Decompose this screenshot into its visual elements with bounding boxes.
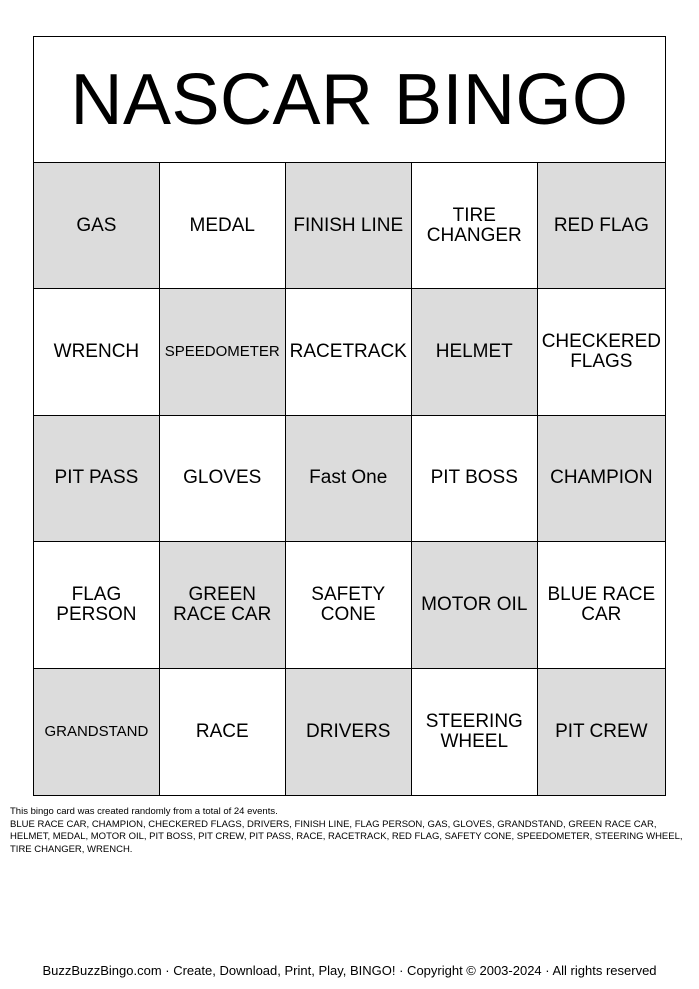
bingo-cell: GRANDSTAND <box>34 669 160 795</box>
bingo-cell: CHECKERED FLAGS <box>538 289 665 415</box>
bingo-cell: PIT BOSS <box>412 416 538 542</box>
bingo-cell: BLUE RACE CAR <box>538 542 665 668</box>
footnote-intro: This bingo card was created randomly from a total of 24 events. <box>10 806 278 817</box>
bingo-grid <box>34 163 665 795</box>
bingo-cell: CHAMPION <box>538 416 665 542</box>
bingo-cell: PIT CREW <box>538 669 665 795</box>
bingo-cell: MEDAL <box>160 163 286 289</box>
bingo-cell: PIT PASS <box>34 416 160 542</box>
bingo-cell: GREEN RACE CAR <box>160 542 286 668</box>
bingo-cell: STEERING WHEEL <box>412 669 538 795</box>
bingo-cell: Fast One <box>286 416 412 542</box>
footnote-events: BLUE RACE CAR, CHAMPION, CHECKERED FLAGS, DRIVERS, FINISH LINE, FLAG PERSON, GAS, GLOVES, GRANDSTAND, GREEN RACE CAR, HELMET, MEDAL, MOTOR OIL, PIT BOSS, PIT CREW, PIT PASS, RACE, RACETRACK, RED FLAG, SAFETY CONE, SPEEDOMETER, STEERING WHEEL, TIRE CHANGER, WRENCH. <box>10 818 683 855</box>
card-title: NASCAR BINGO <box>34 37 665 163</box>
bingo-cell: RACETRACK <box>286 289 412 415</box>
bingo-cell: RACE <box>160 669 286 795</box>
bingo-cell: TIRE CHANGER <box>412 163 538 289</box>
bingo-card <box>33 36 666 796</box>
bingo-cell: SAFETY CONE <box>286 542 412 668</box>
site-footer: BuzzBuzzBingo.com · Create, Download, Print, Play, BINGO! · Copyright © 2003-2024 · All rights reserved <box>42 963 657 978</box>
bingo-cell: MOTOR OIL <box>412 542 538 668</box>
bingo-cell: WRENCH <box>34 289 160 415</box>
bingo-cell: DRIVERS <box>286 669 412 795</box>
bingo-cell: SPEEDOMETER <box>160 289 286 415</box>
bingo-cell: FLAG PERSON <box>34 542 160 668</box>
bingo-cell: FINISH LINE <box>286 163 412 289</box>
footnote <box>10 806 690 856</box>
bingo-cell: HELMET <box>412 289 538 415</box>
bingo-cell: GAS <box>34 163 160 289</box>
bingo-cell: GLOVES <box>160 416 286 542</box>
bingo-cell: RED FLAG <box>538 163 665 289</box>
